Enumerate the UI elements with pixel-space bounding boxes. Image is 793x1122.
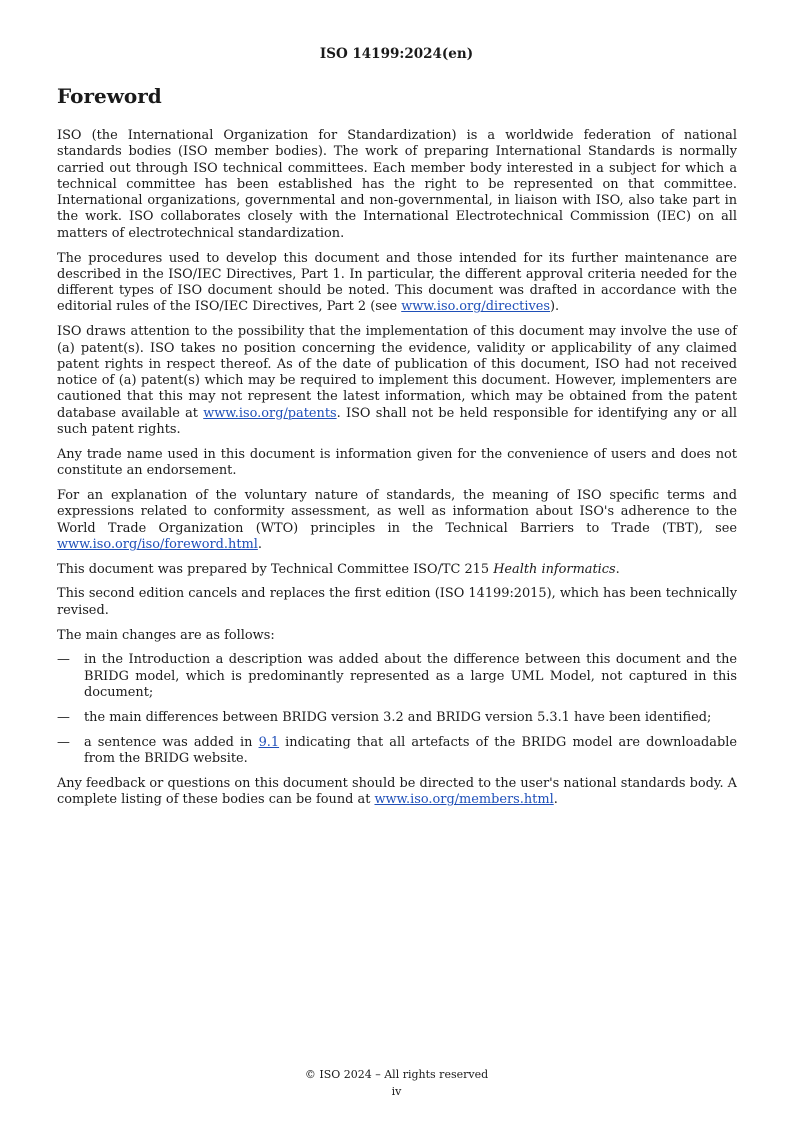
paragraph-patents-end: . ISO shall not be held responsible for identifying any or all such patent rights. xyxy=(57,405,738,438)
paragraph-trade-name: Any trade name used in this document is information given for the convenience of users and does not constitute an endorsement. xyxy=(57,446,737,479)
list-item-text: the main differences between BRIDG version 3.2 and BRIDG version 5.3.1 have been identified; xyxy=(84,709,712,725)
paragraph-feedback xyxy=(57,776,737,809)
paragraph-edition: This second edition cancels and replaces the first edition (ISO 14199:2015), which has been technically revised. xyxy=(57,586,737,618)
paragraph-procedures-text: The procedures used to develop this document and those intended for its further maintenance are described in the ISO/IEC Directives, Part 1. In particular, the different approval criteria needed for the different types of ISO document should be noted. This document was drafted in accordance with the editorial rules of the ISO/IEC Directives, Part 2 (see xyxy=(57,250,737,315)
clause-9-1-link[interactable]: 9.1 xyxy=(258,734,280,750)
list-item xyxy=(57,652,737,701)
paragraph-committee-end: . xyxy=(615,561,620,577)
list-item xyxy=(57,710,737,726)
paragraph-procedures xyxy=(57,251,737,316)
foreword-body xyxy=(57,128,737,817)
dash-bullet: — xyxy=(57,652,70,668)
paragraph-feedback-end: . xyxy=(553,791,558,807)
page-number: iv xyxy=(391,1085,402,1098)
paragraph-patents xyxy=(57,324,737,438)
directives-link[interactable]: www.iso.org/directives xyxy=(401,299,550,315)
paragraph-committee xyxy=(57,562,737,578)
paragraph-iso-federation: ISO (the International Organization for Standardization) is a worldwide federation of national standards bodies (ISO member bodies). The work of preparing International Standards is normally carried out through ISO technical committees. Each member body interested in a subject for which a technical committee has been established has the right to be represented on that committee. International organizations, governmental and non-governmental, in liaison with ISO, also take part in the work. ISO collaborates closely with the International Electrotechnical Commission (IEC) on all matters of electrotechnical standardization. xyxy=(57,128,737,241)
paragraph-feedback-text: Any feedback or questions on this document should be directed to the user's national standards body. A complete listing of these bodies can be found at xyxy=(57,775,737,807)
list-item-text-end: indicating that all artefacts of the BRIDG model are downloadable from the BRIDG website. xyxy=(84,734,737,766)
dash-bullet: — xyxy=(57,709,70,725)
paragraph-main-changes-intro: The main changes are as follows: xyxy=(57,627,275,643)
copyright-notice: © ISO 2024 – All rights reserved xyxy=(304,1068,489,1081)
list-item-text: a sentence was added in xyxy=(84,734,259,750)
committee-name: Health informatics xyxy=(493,561,616,577)
list-item xyxy=(57,735,737,768)
page-title: Foreword xyxy=(57,84,162,108)
paragraph-voluntary-nature-text: For an explanation of the voluntary nature of standards, the meaning of ISO specific terms and expressions related to conformity assessment, as well as information about ISO's adherence to the World Trade Organization (WTO) principles in the Technical Barriers to Trade (TBT), see xyxy=(57,487,737,536)
foreword-link[interactable]: www.iso.org/iso/foreword.html xyxy=(57,536,258,552)
paragraph-patents-text: ISO draws attention to the possibility that the implementation of this document may involve the use of (a) patent(s). ISO takes no position concerning the evidence, validity or applicability of any claimed patent rights in respect thereof. As of the date of publication of this document, ISO had not received notice of (a) patent(s) which may be required to implement this document. However, implementers are cautioned that this may not represent the latest information, which may be obtained from the patent database available at xyxy=(57,324,737,421)
paragraph-voluntary-nature-end: . xyxy=(257,536,262,552)
paragraph-committee-text: This document was prepared by Technical Committee ISO/TC 215 xyxy=(57,561,494,577)
patents-link[interactable]: www.iso.org/patents xyxy=(203,405,337,421)
members-link[interactable]: www.iso.org/members.html xyxy=(374,791,554,807)
paragraph-voluntary-nature xyxy=(57,488,737,553)
dash-bullet: — xyxy=(57,734,70,750)
main-changes-list xyxy=(57,652,737,767)
paragraph-procedures-end: ). xyxy=(550,299,560,315)
list-item-text: in the Introduction a description was added about the difference between this document and the BRIDG model, which is predominantly represented as a large UML Model, not captured in this document; xyxy=(84,652,737,700)
document-header: ISO 14199:2024(en) xyxy=(319,46,474,62)
page-footer xyxy=(0,1066,793,1100)
